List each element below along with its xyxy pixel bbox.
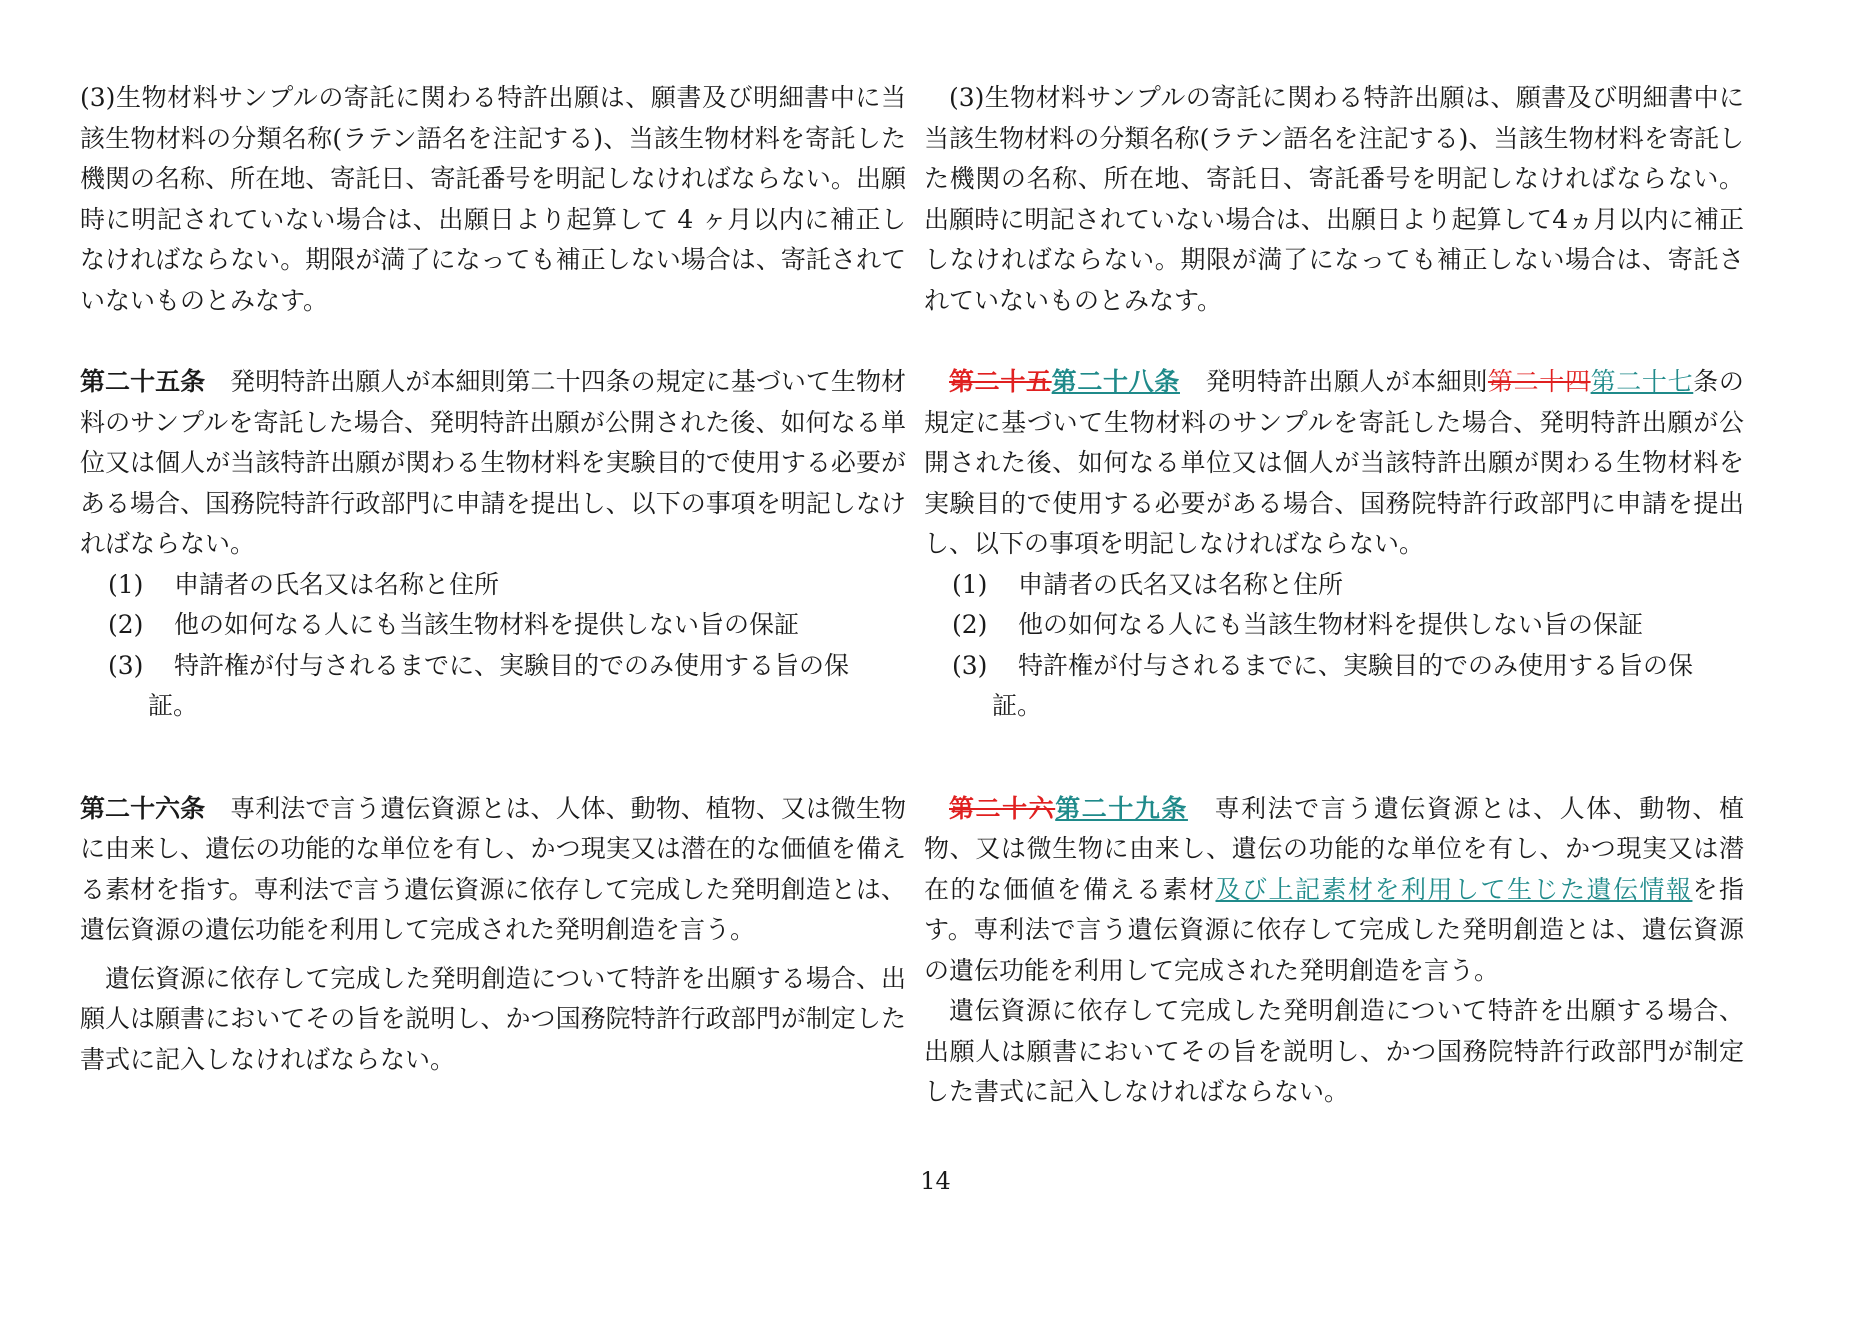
- list-number: (1): [108, 569, 144, 599]
- left-article-26: [80, 789, 906, 951]
- deleted-article-number: 第二十六: [949, 793, 1056, 823]
- right-article-29-paragraph-2: 遺伝資源に依存して完成した発明創造について特許を出願する場合、出願人は願書においてその旨を説明し、かつ国務院特許行政部門が制定した書式に記入しなければならない。: [924, 996, 1744, 1106]
- list-text: 特許権が付与されるまでに、実験目的でのみ使用する旨の保: [174, 650, 850, 680]
- list-number: (2): [952, 610, 988, 639]
- spacer: [80, 951, 906, 959]
- list-number: (3): [108, 650, 144, 680]
- left-list-item-3: [80, 646, 906, 687]
- right-list-item-2: [924, 605, 1744, 646]
- right-article-28-text-a: 発明特許出願人が本細則: [1205, 367, 1488, 396]
- inserted-reference: 第二十七: [1590, 367, 1694, 396]
- spacer: [924, 321, 1744, 362]
- right-column-revised: [924, 78, 1744, 1113]
- inserted-article-number: 第二十八条: [1051, 367, 1180, 396]
- list-number: (2): [108, 610, 144, 639]
- left-column-original: [80, 78, 906, 1080]
- left-paragraph-3-deposit: (3)生物材料サンプルの寄託に関わる特許出願は、願書及び明細書中に当該生物材料の分類名称(ラテン語名を注記する)、当該生物材料を寄託した機関の名称、所在地、寄託日、寄託番号を明記しなければならない。出願時に明記されていない場合は、出願日より起算して 4 ヶ月以内に補正しなければならない。期限が満了になっても補正しない場合は、寄託されていないものとみなす。: [80, 83, 906, 315]
- left-article-26-paragraph-2: 遺伝資源に依存して完成した発明創造について特許を出願する場合、出願人は願書においてその旨を説明し、かつ国務院特許行政部門が制定した書式に記入しなければならない。: [80, 963, 906, 1074]
- right-article-29-text-a: 専利法で言う遺伝資源とは、人体、動物、植物、又は微生物に由来し、遺伝の功能的な単位を有し、かつ現実又は潜在的な価値を備える素材: [924, 793, 1744, 904]
- left-article-25: [80, 362, 906, 565]
- left-article-25-text: 発明特許出願人が本細則第二十四条の規定に基づいて生物材料のサンプルを寄託した場合、発明特許出願が公開された後、如何なる単位又は個人が当該特許出願が関わる生物材料を実験目的で使用する必要がある場合、国務院特許行政部門に申請を提出し、以下の事項を明記しなければならない。: [80, 367, 906, 558]
- spacer: [80, 727, 906, 767]
- right-list-item-1: [924, 565, 1744, 606]
- deleted-reference: 第二十四: [1487, 367, 1591, 396]
- list-number: (1): [952, 569, 988, 599]
- spacer: [924, 727, 1744, 767]
- list-number: (3): [952, 650, 988, 680]
- right-article-29-text-b: を指す。専利法で言う遺伝資源に依存して完成した発明創造とは、遺伝資源の遺伝功能を利用して完成された発明創造を言う。: [924, 874, 1744, 985]
- inserted-text: 及び上記素材を利用して生じた遺伝情報: [1215, 874, 1693, 904]
- page-number: 14: [920, 1167, 951, 1195]
- list-text: 申請者の氏名又は名称と住所: [174, 569, 500, 599]
- left-list-item-1: [80, 565, 906, 606]
- list-text: 他の如何なる人にも当該生物材料を提供しない旨の保証: [1018, 610, 1644, 639]
- left-article-26-heading: 第二十六条: [80, 793, 206, 823]
- deleted-article-number: 第二十五: [949, 367, 1052, 396]
- right-article-28: [924, 362, 1744, 565]
- right-list-item-3-continuation: 証。: [992, 691, 1043, 720]
- spacer: [924, 767, 1744, 789]
- list-text: 特許権が付与されるまでに、実験目的でのみ使用する旨の保: [1018, 650, 1694, 680]
- left-list-item-2: [80, 605, 906, 646]
- spacer: [80, 321, 906, 362]
- right-paragraph-3-deposit: (3)生物材料サンプルの寄託に関わる特許出願は、願書及び明細書中に当該生物材料の分類名称(ラテン語名を注記する)、当該生物材料を寄託した機関の名称、所在地、寄託日、寄託番号を明記しなければならない。出願時に明記されていない場合は、出願日より起算して4ヵ月以内に補正しなければならない。期限が満了になっても補正しない場合は、寄託されていないものとみなす。: [924, 83, 1744, 315]
- list-text: 申請者の氏名又は名称と住所: [1018, 569, 1344, 599]
- inserted-article-number: 第二十九条: [1055, 793, 1188, 823]
- spacer: [80, 767, 906, 789]
- left-article-25-heading: 第二十五条: [80, 367, 206, 396]
- list-text: 他の如何なる人にも当該生物材料を提供しない旨の保証: [174, 610, 800, 639]
- left-list-item-3-continuation: 証。: [148, 691, 199, 720]
- right-article-29: [924, 789, 1744, 992]
- right-article-28-text-b: 条の規定に基づいて生物材料のサンプルを寄託した場合、発明特許出願が公開された後、如何なる単位又は個人が当該特許出願が関わる生物材料を実験目的で使用する必要がある場合、国務院特許行政部門に申請を提出し、以下の事項を明記しなければならない。: [924, 367, 1744, 558]
- left-article-26-text: 専利法で言う遺伝資源とは、人体、動物、植物、又は微生物に由来し、遺伝の功能的な単位を有し、かつ現実又は潜在的な価値を備える素材を指す。専利法で言う遺伝資源に依存して完成した発明創造とは、遺伝資源の遺伝功能を利用して完成された発明創造を言う。: [80, 793, 906, 944]
- right-list-item-3: [924, 646, 1744, 687]
